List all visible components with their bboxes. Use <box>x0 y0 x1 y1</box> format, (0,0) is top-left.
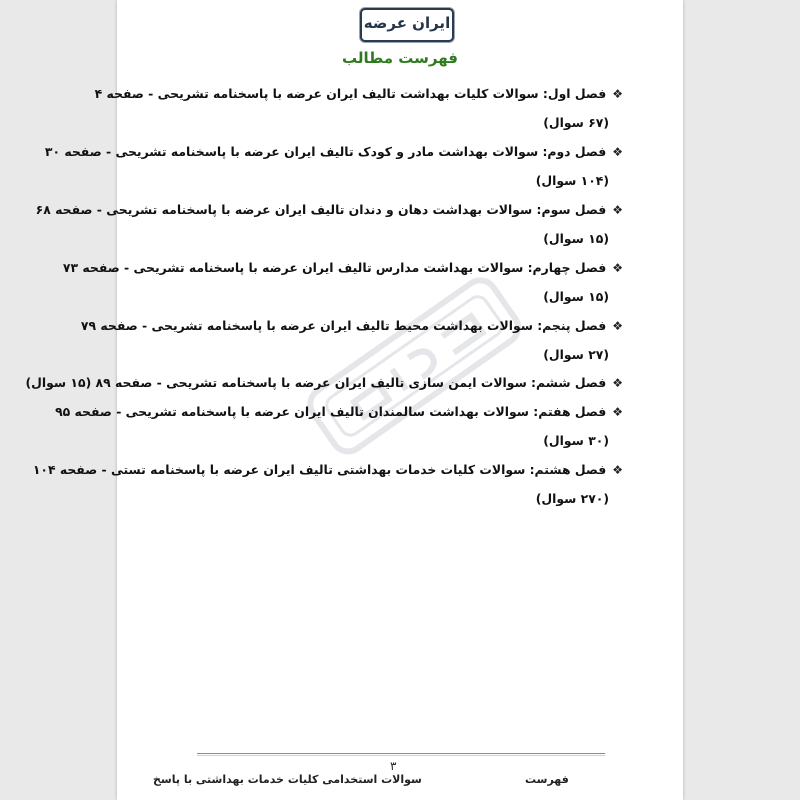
toc-entry-continuation: (۲۷ سوال) <box>543 347 609 362</box>
bullet-icon: ❖ <box>612 463 623 477</box>
toc-entry-continuation: (۶۷ سوال) <box>543 115 609 130</box>
toc-entry-text: فصل اول: سوالات کلیات بهداشت تالیف ایران عرضه با پاسخنامه تشریحی - صفحه ۴ <box>94 86 607 101</box>
toc-entry-continuation: (۱۵ سوال) <box>543 289 609 304</box>
toc-entry-continuation: (۳۰ سوال) <box>543 433 609 448</box>
toc-entry[interactable] <box>55 404 623 419</box>
toc-entry[interactable] <box>36 202 623 217</box>
footer-divider <box>197 753 605 754</box>
toc-entry[interactable] <box>95 86 623 101</box>
footer-section-label: فهرست <box>525 773 569 786</box>
toc-entry[interactable] <box>81 318 623 333</box>
bullet-icon: ❖ <box>612 376 623 390</box>
toc-entry-continuation: (۱۵ سوال) <box>543 231 609 246</box>
bullet-icon: ❖ <box>612 261 623 275</box>
toc-entry[interactable] <box>63 260 623 275</box>
toc-entry-continuation: (۱۰۴ سوال) <box>535 173 609 188</box>
toc-entry-text: فصل دوم: سوالات بهداشت مادر و کودک تالیف ایران عرضه با پاسخنامه تشریحی - صفحه ۳۰ <box>44 144 607 159</box>
page-number: ۳ <box>390 759 397 773</box>
toc-entry-text: فصل چهارم: سوالات بهداشت مدارس تالیف ایران عرضه با پاسخنامه تشریحی - صفحه ۷۳ <box>62 260 607 275</box>
footer-book-title: سوالات استخدامی کلیات خدمات بهداشتی با پاسخ <box>153 773 422 786</box>
toc-entry-text: فصل ششم: سوالات ایمن سازی تالیف ایران عرضه با پاسخنامه تشریحی - صفحه ۸۹ (۱۵ سوال) <box>25 375 607 390</box>
document-page <box>25 0 683 800</box>
toc-list <box>25 0 683 800</box>
toc-entry-text: فصل هفتم: سوالات بهداشت سالمندان تالیف ایران عرضه با پاسخنامه تشریحی - صفحه ۹۵ <box>55 404 607 419</box>
toc-entry-text: فصل پنجم: سوالات بهداشت محیط تالیف ایران عرضه با پاسخنامه تشریحی - صفحه ۷۹ <box>80 318 607 333</box>
toc-entry[interactable] <box>33 462 623 477</box>
toc-entry[interactable] <box>45 144 623 159</box>
bullet-icon: ❖ <box>612 203 623 217</box>
toc-entry-text: فصل سوم: سوالات بهداشت دهان و دندان تالیف ایران عرضه با پاسخنامه تشریحی - صفحه ۶۸ <box>35 202 607 217</box>
toc-entry-text: فصل هشتم: سوالات کلیات خدمات بهداشتی تالیف ایران عرضه با پاسخنامه تستی - صفحه ۱۰۴ <box>32 462 607 477</box>
toc-entry[interactable] <box>25 375 623 390</box>
toc-entry-continuation: (۲۷۰ سوال) <box>535 491 609 506</box>
iran-arze-logo: ایران عرضه <box>360 8 454 42</box>
toc-title: فهرست مطالب <box>342 49 458 67</box>
bullet-icon: ❖ <box>612 319 623 333</box>
footer-divider-shadow <box>197 755 605 756</box>
bullet-icon: ❖ <box>612 405 623 419</box>
bullet-icon: ❖ <box>612 145 623 159</box>
bullet-icon: ❖ <box>612 87 623 101</box>
